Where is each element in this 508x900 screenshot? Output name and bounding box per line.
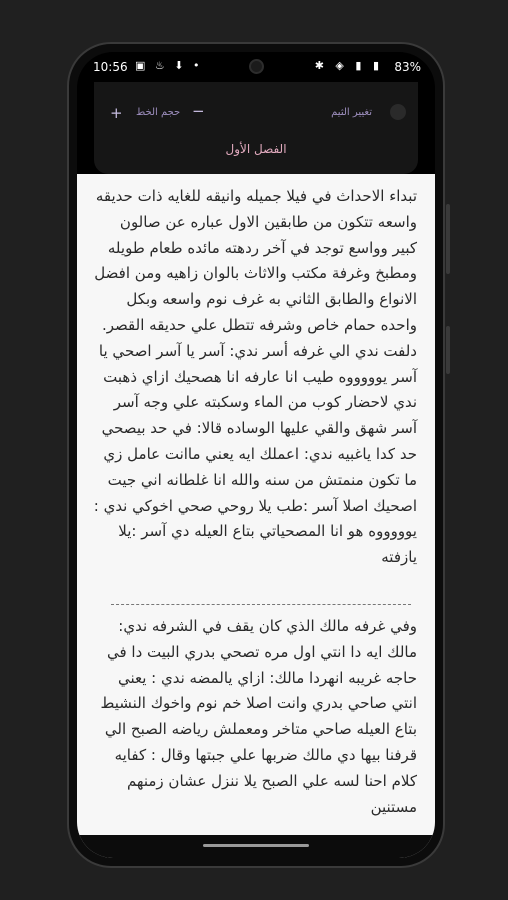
change-theme-button[interactable]: تغيير الثيم (331, 107, 372, 118)
navigation-bar (77, 835, 435, 858)
signal-icons: ✱ ◈ ▮ ▮ (314, 59, 383, 72)
volume-button (446, 204, 450, 274)
status-bar (77, 52, 435, 82)
battery-level: 83% (394, 60, 421, 74)
home-handle[interactable] (203, 844, 309, 847)
reader-content[interactable] (77, 174, 435, 858)
story-paragraph-2: وفي غرفه مالك الذي كان يقف في الشرفه ندي: مالك ايه دا انتي اول مره تصحي بدري البيت دا في حاجه غريبه انهردا مالك: ازاي يالمضه ندي : يعني انتي صاحي بدري وانت اصلا خم نوم واخوك النشيط بتاع العيله صاحي متاخر ومعملش رياضه الصبح الي قرفنا بيها دي مالك ضربها علي جبتها وقال : كفايه كلام احنا لسه علي الصبح يلا ننزل عشان زمنهم مستنين (100, 617, 417, 816)
decrease-font-button[interactable]: − (192, 102, 205, 120)
power-button (446, 326, 450, 374)
story-paragraph-1: تبداء الاحداث في فيلا جميله وانيقه للغايه ذات حديقه واسعه تتكون من طابقين الاول عباره عن صالون كبير وواسع توجد في آخر ردهته مائده طعام طويله ومطبخ وغرفة مكتب والاثاث بالوان زاهيه ومن افضل الانواع والطابق الثاني به غرف نوم واسعه وبكل واحده حمام خاص وشرفه تتطل علي حديقه القصر. دلفت ندي الي غرفه أسر ندي: آسر يا آسر اصحي يا آسر يوووووه طيب انا عارفه انا هصحيك ازاي ذهبت ندي لاحضار كوب من الماء وسكبته علي وجه آسر آسر شهق والقي عليها الوساده قالا: في حد بيصحي حد كدا ياغبيه ندي: اعملك ايه يعني ماانت عامل زي ما تكون منمتش من سنه والله انا غلطانه اني جيت اصحيك اصلا آسر :طب يلا روحي صحي اخوكي ندي : يوووووه هو انا المصحياتي بتاع العيله دي آسر :يلا يازفته (93, 187, 417, 567)
increase-font-button[interactable]: + (110, 104, 123, 122)
reader-toolbar (94, 82, 418, 174)
status-time: 10:56 (93, 60, 128, 74)
front-camera (249, 59, 264, 74)
screen (77, 52, 435, 858)
chapter-title: الفصل الأول (225, 142, 287, 156)
notification-icons: ▣ ♨ ⬇ • (135, 59, 203, 72)
font-size-label: حجم الخط (136, 107, 181, 118)
section-divider (111, 604, 411, 605)
phone-frame (67, 42, 445, 868)
theme-toggle-icon[interactable] (390, 104, 406, 120)
